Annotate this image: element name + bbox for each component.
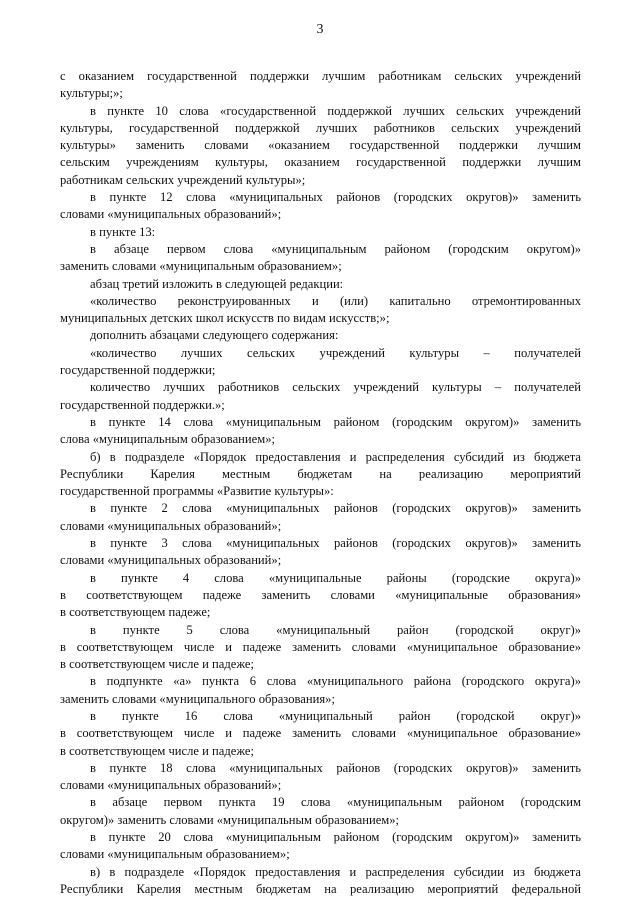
text-line: государственной программы «Развитие культуры»: [60,484,334,499]
text-line: в пункте 2 слова «муниципальных районов (городских округов)» заменить [90,501,581,516]
text-line: в подпункте «а» пункта 6 слова «муниципального района (городского округа)» [90,674,581,689]
text-line: «количество лучших сельских учреждений культуры – получателей [90,345,581,360]
text-line: словами «муниципальных образований»; [60,518,282,533]
text-line: слова «муниципальным образованием»; [60,432,275,447]
text-line: государственной поддержки; [60,363,216,378]
text-line: в пункте 16 слова «муниципальный район (городской округ)» [90,708,581,723]
text-line: дополнить абзацами следующего содержания: [90,328,339,343]
text-line: в соответствующем числе и падеже; [60,743,254,758]
text-line: работникам сельских учреждений культуры»; [60,172,306,187]
text-line: в пункте 10 слова «государственной поддержкой лучших сельских учреждений [90,103,581,118]
text-line: культуры;»; [60,86,123,101]
text-line: в соответствующем числе и падеже заменить словами «муниципальное образование» [60,726,581,741]
text-line: в пункте 4 слова «муниципальные районы (городские округа)» [90,570,581,585]
text-line: заменить словами «муниципального образования»; [60,691,335,706]
text-line: муниципальных детских школ искусств по видам искусств;»; [60,311,390,326]
text-line: количество лучших работников сельских учреждений культуры – получателей [90,380,581,395]
page-number: 3 [316,22,324,37]
text-line: в соответствующем числе и падеже; [60,657,254,672]
text-line: «количество реконструированных и (или) капитально отремонтированных [90,293,581,308]
text-line: в пункте 20 слова «муниципальным районом (городским округом)» заменить [90,830,581,845]
text-line: в пункте 12 слова «муниципальных районов (городских округов)» заменить [90,190,581,205]
text-line: в соответствующем падеже заменить словами «муниципальные образования» [60,587,581,602]
text-line: в) в подразделе «Порядок предоставления и распределения субсидии из бюджета [90,864,581,879]
text-line: в абзаце первом слова «муниципальным районом (городским округом)» [90,241,581,256]
text-line: абзац третий изложить в следующей редакции: [90,276,344,291]
text-line: б) в подразделе «Порядок предоставления и распределения субсидий из бюджета [90,449,581,464]
text-line: в пункте 3 слова «муниципальных районов (городских округов)» заменить [90,536,581,551]
text-line: культуры, государственной поддержкой лучших работников сельских учреждений [60,120,581,135]
text-line: словами «муниципальных образований»; [60,778,282,793]
text-line: в соответствующем числе и падеже заменить словами «муниципальное образование» [60,639,581,654]
text-line: в абзаце первом пункта 19 слова «муниципальным районом (городским [90,795,581,810]
text-line: словами «муниципальных образований»; [60,553,282,568]
text-line: в пункте 14 слова «муниципальным районом (городским округом)» заменить [90,414,581,429]
text-line: Республики Карелия местным бюджетам на реализацию мероприятий федеральной [60,881,581,896]
text-line: в пункте 5 слова «муниципальный район (городской округ)» [90,622,581,637]
text-line: с оказанием государственной поддержки лучшим работникам сельских учреждений [60,69,581,83]
text-line: в пункте 13: [90,224,156,239]
text-line: сельским учреждениям культуры, оказанием государственной поддержки лучшим [60,155,581,170]
document-body [60,68,581,898]
text-line: в пункте 18 слова «муниципальных районов (городских округов)» заменить [90,760,581,775]
text-line: заменить словами «муниципальным образованием»; [60,259,342,274]
text-line: словами «муниципальных образований»; [60,207,282,222]
text-line: Республики Карелия местным бюджетам на реализацию мероприятий [60,466,581,481]
text-line: округом)» заменить словами «муниципальным образованием»; [60,812,400,827]
text-line: государственной поддержки.»; [60,397,225,412]
text-line: культуры» заменить словами «оказанием государственной поддержки лучшим [60,138,581,153]
text-line: в соответствующем падеже; [60,605,211,620]
text-line: словами «муниципальным образованием»; [60,847,290,862]
